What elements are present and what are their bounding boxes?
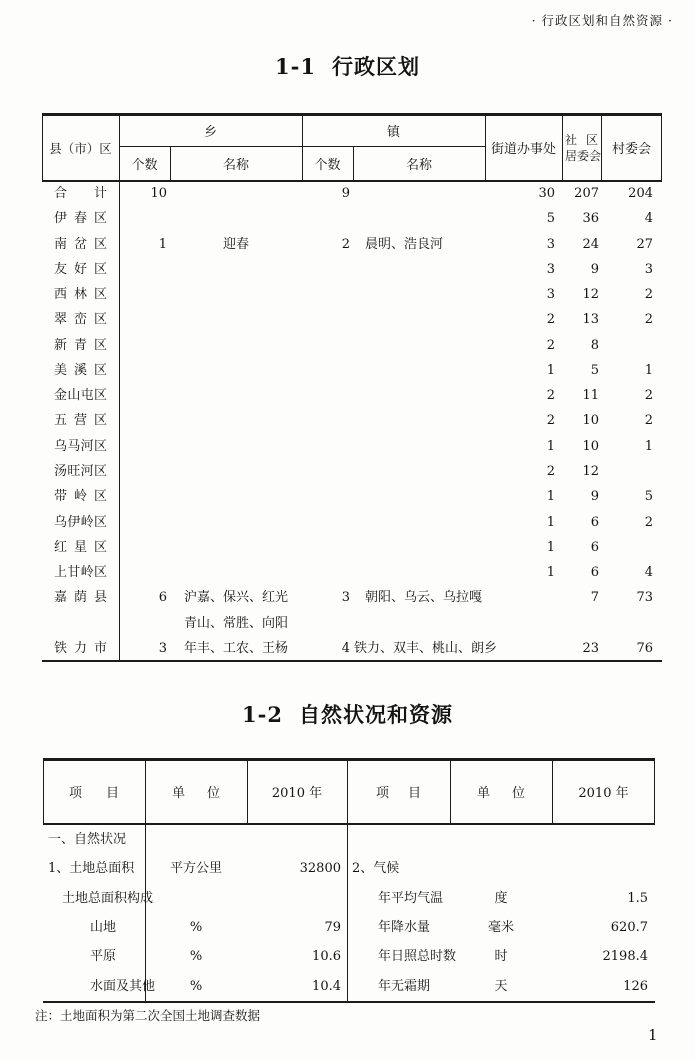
cell-zhen-count [302,535,353,560]
cell-cunweihui-count: 76 [636,640,653,656]
table1-row [42,257,662,282]
cell-zhen-names [353,333,493,358]
cell-zhen-names: 铁力、双丰、桃山、朗乡 [354,640,498,656]
cell-xiang-count [119,408,170,433]
cell-unit-left: % [189,919,203,935]
cell-shequ-count: 12 [582,287,599,303]
col-header-shequ-line2: 居委会 [565,148,602,163]
cell-zhen-names [353,611,493,636]
cell-jiedao-count: 30 [538,186,555,201]
cell-xiang-names [170,560,302,585]
cell-xiang-count [119,434,170,459]
cell-jiedao-count: 1 [546,539,555,555]
cell-xiang-names [170,333,302,358]
cell-zhen-names [353,560,493,585]
cell-unit-left: % [189,949,203,965]
cell-xiang-count [119,484,170,509]
cell-xiang-count [119,459,170,484]
cell-cunweihui-count: 1 [644,362,653,378]
cell-zhen-names [353,383,493,408]
cell-cunweihui-count: 2 [644,388,653,404]
cell-xiang-names: 沪嘉、保兴、红光 [184,590,289,606]
cell-zhen-count [302,611,353,636]
table2-row [43,913,655,942]
col-header-zhen-count: 个数 [314,158,341,173]
cell-zhen-names [353,484,493,509]
table1-row [42,585,662,610]
cell-item-right: 年降水量 [378,919,431,935]
cell-xiang-count [119,257,170,282]
col-header-unit-left-label: 单位 [172,786,220,801]
table-administrative-divisions [42,113,662,662]
cell-xiang-names: 青山、常胜、向阳 [184,615,289,631]
col-header-county: 县（市）区 [49,140,112,156]
table1-row [42,282,662,307]
cell-shequ-count: 207 [574,186,599,201]
col-header-zhen-group: 镇 [386,125,400,140]
cell-jiedao-count: 3 [546,261,555,277]
table1-row [42,307,662,332]
cell-xiang-names [170,206,302,231]
table1-row [42,510,662,535]
cell-item-left: 平原 [90,949,117,965]
cell-zhen-count [302,484,353,509]
cell-jiedao-count: 2 [546,413,555,429]
col-header-unit-left [145,760,247,823]
col-header-xiang-group: 乡 [203,125,217,140]
table1-row [42,333,662,358]
cell-xiang-count [119,307,170,332]
cell-xiang-names [170,484,302,509]
cell-xiang-names [170,383,302,408]
table2-title [0,699,695,729]
col-header-item-right [347,760,450,823]
cell-item-left: 一、自然状况 [48,832,127,847]
cell-shequ-count: 36 [582,211,599,227]
cell-xiang-names [170,257,302,282]
table1-title [0,51,695,81]
table2-row [43,825,655,854]
table2-row [43,942,655,971]
cell-cunweihui-count [601,459,662,484]
cell-xiang-count [119,535,170,560]
cell-zhen-names [353,206,493,231]
cell-shequ-count [562,611,601,636]
cell-zhen-names [353,459,493,484]
cell-xiang-count: 10 [150,186,167,201]
cell-item-right: 年日照总时数 [378,949,457,965]
col-header-cun: 村委会 [611,142,651,157]
cell-value-left: 10.6 [312,949,341,965]
cell-value-right: 620.7 [610,919,648,935]
cell-shequ-count: 12 [582,463,599,479]
cell-xiang-count [119,510,170,535]
cell-county-name: 新青区 [54,337,107,353]
cell-value-right: 2198.4 [602,949,648,965]
cell-jiedao-count: 1 [546,514,555,530]
cell-xiang-names: 迎春 [222,236,249,252]
cell-cunweihui-count: 27 [636,236,653,252]
cell-jiedao-count: 1 [546,362,555,378]
cell-shequ-count: 5 [590,362,599,378]
cell-xiang-names [170,408,302,433]
cell-zhen-count [302,510,353,535]
cell-shequ-count: 6 [590,565,599,581]
cell-xiang-count: 3 [158,640,167,656]
table1-row [42,232,662,257]
table1-row [42,383,662,408]
cell-xiang-names [170,459,302,484]
table2-row [43,972,655,1001]
cell-zhen-count [302,257,353,282]
cell-zhen-count [302,307,353,332]
cell-value-right [552,825,655,854]
cell-jiedao-count: 3 [546,287,555,303]
cell-xiang-count [119,282,170,307]
col-header-jiedao: 街道办事处 [490,142,556,157]
col-header-item-left [43,760,145,823]
cell-county-name: 汤旺河区 [54,463,107,479]
cell-unit-left [145,825,247,854]
col-header-xiang-count: 个数 [131,158,158,173]
cell-cunweihui-count: 1 [644,438,653,454]
cell-item-left: 水面及其他 [90,978,156,994]
cell-county-name: 红星区 [54,539,107,555]
cell-cunweihui-count [601,611,662,636]
table1-row [42,535,662,560]
cell-xiang-names [170,434,302,459]
cell-county-name: 乌马河区 [54,438,107,454]
cell-item-left: 1、土地总面积 [48,861,135,877]
cell-county-name: 上甘岭区 [54,565,107,581]
cell-county-name: 合计 [54,186,107,201]
cell-value-right: 126 [623,978,648,994]
cell-county-name: 金山屯区 [54,388,107,404]
table1-row [42,611,662,636]
cell-jiedao-count: 1 [546,438,555,454]
col-header-item-left-label: 项目 [69,786,119,801]
cell-value-left [247,884,347,913]
cell-xiang-count: 1 [158,236,167,252]
cell-county-name: 铁力市 [54,640,107,656]
cell-jiedao-count: 3 [546,236,555,252]
cell-county-name [42,611,119,636]
table1-row [42,358,662,383]
table1-row [42,560,662,585]
cell-xiang-names: 年丰、工农、王杨 [184,640,289,656]
table1-title-text: 行政区划 [331,54,420,79]
col-header-zhen-name: 名称 [405,158,432,173]
cell-zhen-names [353,307,493,332]
table2-bottom-border [43,1001,655,1004]
cell-unit-right [450,854,552,883]
cell-item-left: 山地 [90,919,117,935]
cell-xiang-names [170,535,302,560]
cell-zhen-count: 2 [341,236,350,252]
page-number: 1 [648,1026,658,1044]
cell-zhen-count [302,408,353,433]
cell-item-right: 2、气候 [352,861,400,877]
cell-jiedao-count: 5 [546,211,555,227]
col-header-shequ [562,115,601,180]
cell-zhen-count [302,282,353,307]
col-header-unit-right-label: 单位 [477,786,525,801]
cell-cunweihui-count [601,535,662,560]
col-header-year-right: 2010 年 [578,786,629,801]
cell-zhen-names [353,510,493,535]
cell-shequ-count: 23 [582,640,599,656]
cell-value-right: 1.5 [627,890,648,906]
cell-jiedao-count: 2 [546,312,555,328]
cell-xiang-names [170,307,302,332]
cell-jiedao-count [485,636,562,661]
cell-xiang-count [119,560,170,585]
cell-cunweihui-count [601,333,662,358]
cell-shequ-count: 7 [590,590,599,606]
cell-shequ-count: 9 [590,261,599,277]
cell-unit-right: 时 [494,949,508,965]
cell-shequ-count: 13 [582,312,599,328]
cell-xiang-names [170,181,302,206]
cell-shequ-count: 8 [590,337,599,353]
footnote: 注：土地面积为第二次全国土地调查数据 [35,1008,261,1023]
cell-jiedao-count [485,611,562,636]
cell-county-name: 西林区 [54,287,107,303]
cell-item-right [347,825,450,854]
cell-cunweihui-count: 2 [644,312,653,328]
cell-zhen-names [353,535,493,560]
col-header-unit-right [450,760,552,823]
cell-xiang-names [170,510,302,535]
table1-row [42,459,662,484]
cell-item-right: 年无霜期 [378,978,431,994]
cell-cunweihui-count: 2 [644,514,653,530]
col-header-xiang-name: 名称 [222,158,249,173]
cell-jiedao-count: 2 [546,337,555,353]
cell-county-name: 翠峦区 [54,312,107,328]
cell-zhen-count [302,383,353,408]
cell-zhen-names [353,408,493,433]
cell-jiedao-count: 2 [546,388,555,404]
cell-xiang-names [170,358,302,383]
cell-zhen-names [353,434,493,459]
cell-zhen-count [302,206,353,231]
table-natural-conditions [43,758,655,1003]
table1-row [42,434,662,459]
cell-jiedao-count: 1 [546,489,555,505]
cell-county-name: 乌伊岭区 [54,514,107,530]
cell-value-left: 79 [324,919,341,935]
table2-number: 1-2 [242,702,283,727]
cell-unit-right: 毫米 [487,919,514,935]
cell-cunweihui-count: 204 [628,186,653,201]
cell-county-name: 友好区 [54,261,107,277]
cell-county-name: 带岭区 [54,489,107,505]
cell-county-name: 南岔区 [54,236,107,252]
cell-unit-left [145,884,247,913]
cell-zhen-count: 9 [341,186,350,201]
cell-zhen-count [302,333,353,358]
cell-zhen-count: 3 [341,590,350,606]
cell-unit-left: 平方公里 [169,861,222,877]
cell-zhen-names: 朝阳、乌云、乌拉嘎 [365,590,483,606]
cell-value-right [552,854,655,883]
cell-jiedao-count: 2 [546,463,555,479]
cell-zhen-count [302,560,353,585]
cell-xiang-count [119,333,170,358]
table1-number: 1-1 [275,54,316,79]
table1-row [42,636,662,661]
cell-xiang-count [119,206,170,231]
cell-shequ-count: 9 [590,489,599,505]
cell-value-left [247,825,347,854]
cell-item-left: 土地总面积构成 [62,890,154,906]
table2-row [43,854,655,883]
cell-xiang-count [119,358,170,383]
cell-cunweihui-count: 3 [644,261,653,277]
cell-zhen-count [302,358,353,383]
cell-cunweihui-count: 4 [644,565,653,581]
cell-unit-right [450,825,552,854]
cell-county-name: 美溪区 [54,362,107,378]
cell-shequ-count: 6 [590,514,599,530]
table2-row [43,884,655,913]
cell-shequ-count: 6 [590,539,599,555]
cell-item-right: 年平均气温 [378,890,444,906]
running-head: · 行政区划和自然资源 · [531,13,673,28]
col-header-shequ-line1: 社区 [565,132,598,147]
cell-unit-right: 度 [494,890,508,906]
cell-zhen-names [353,358,493,383]
cell-xiang-count: 6 [158,590,167,606]
cell-xiang-count [119,611,170,636]
cell-shequ-count: 10 [582,438,599,454]
cell-jiedao-count [485,585,562,610]
cell-value-left: 32800 [299,861,341,877]
col-header-item-right-label: 项目 [376,786,421,801]
cell-zhen-names: 晨明、浩良河 [365,236,444,252]
cell-value-left: 10.4 [312,978,341,994]
cell-xiang-names [170,282,302,307]
cell-unit-left: % [189,978,203,994]
table1-row [42,408,662,433]
cell-zhen-count: 4 [341,640,350,656]
cell-shequ-count: 10 [582,413,599,429]
cell-zhen-names [353,257,493,282]
cell-cunweihui-count: 4 [644,211,653,227]
cell-shequ-count: 24 [582,236,599,252]
table1-row [42,484,662,509]
cell-zhen-count [302,434,353,459]
cell-cunweihui-count: 2 [644,413,653,429]
cell-unit-right: 天 [494,978,508,994]
cell-county-name: 伊春区 [54,211,107,227]
cell-zhen-names [353,282,493,307]
table1-row [42,181,662,206]
col-header-year-left: 2010 年 [271,786,323,801]
cell-zhen-count [302,459,353,484]
cell-jiedao-count: 1 [546,565,555,581]
table1-row [42,206,662,231]
cell-cunweihui-count: 73 [636,590,653,606]
cell-cunweihui-count: 2 [644,287,653,303]
cell-xiang-count [119,383,170,408]
cell-zhen-names [353,181,493,206]
cell-cunweihui-count: 5 [644,489,653,505]
cell-shequ-count: 11 [582,388,599,404]
cell-county-name: 嘉荫县 [54,590,107,606]
table2-title-text: 自然状况和资源 [298,702,453,727]
cell-county-name: 五营区 [54,413,107,429]
